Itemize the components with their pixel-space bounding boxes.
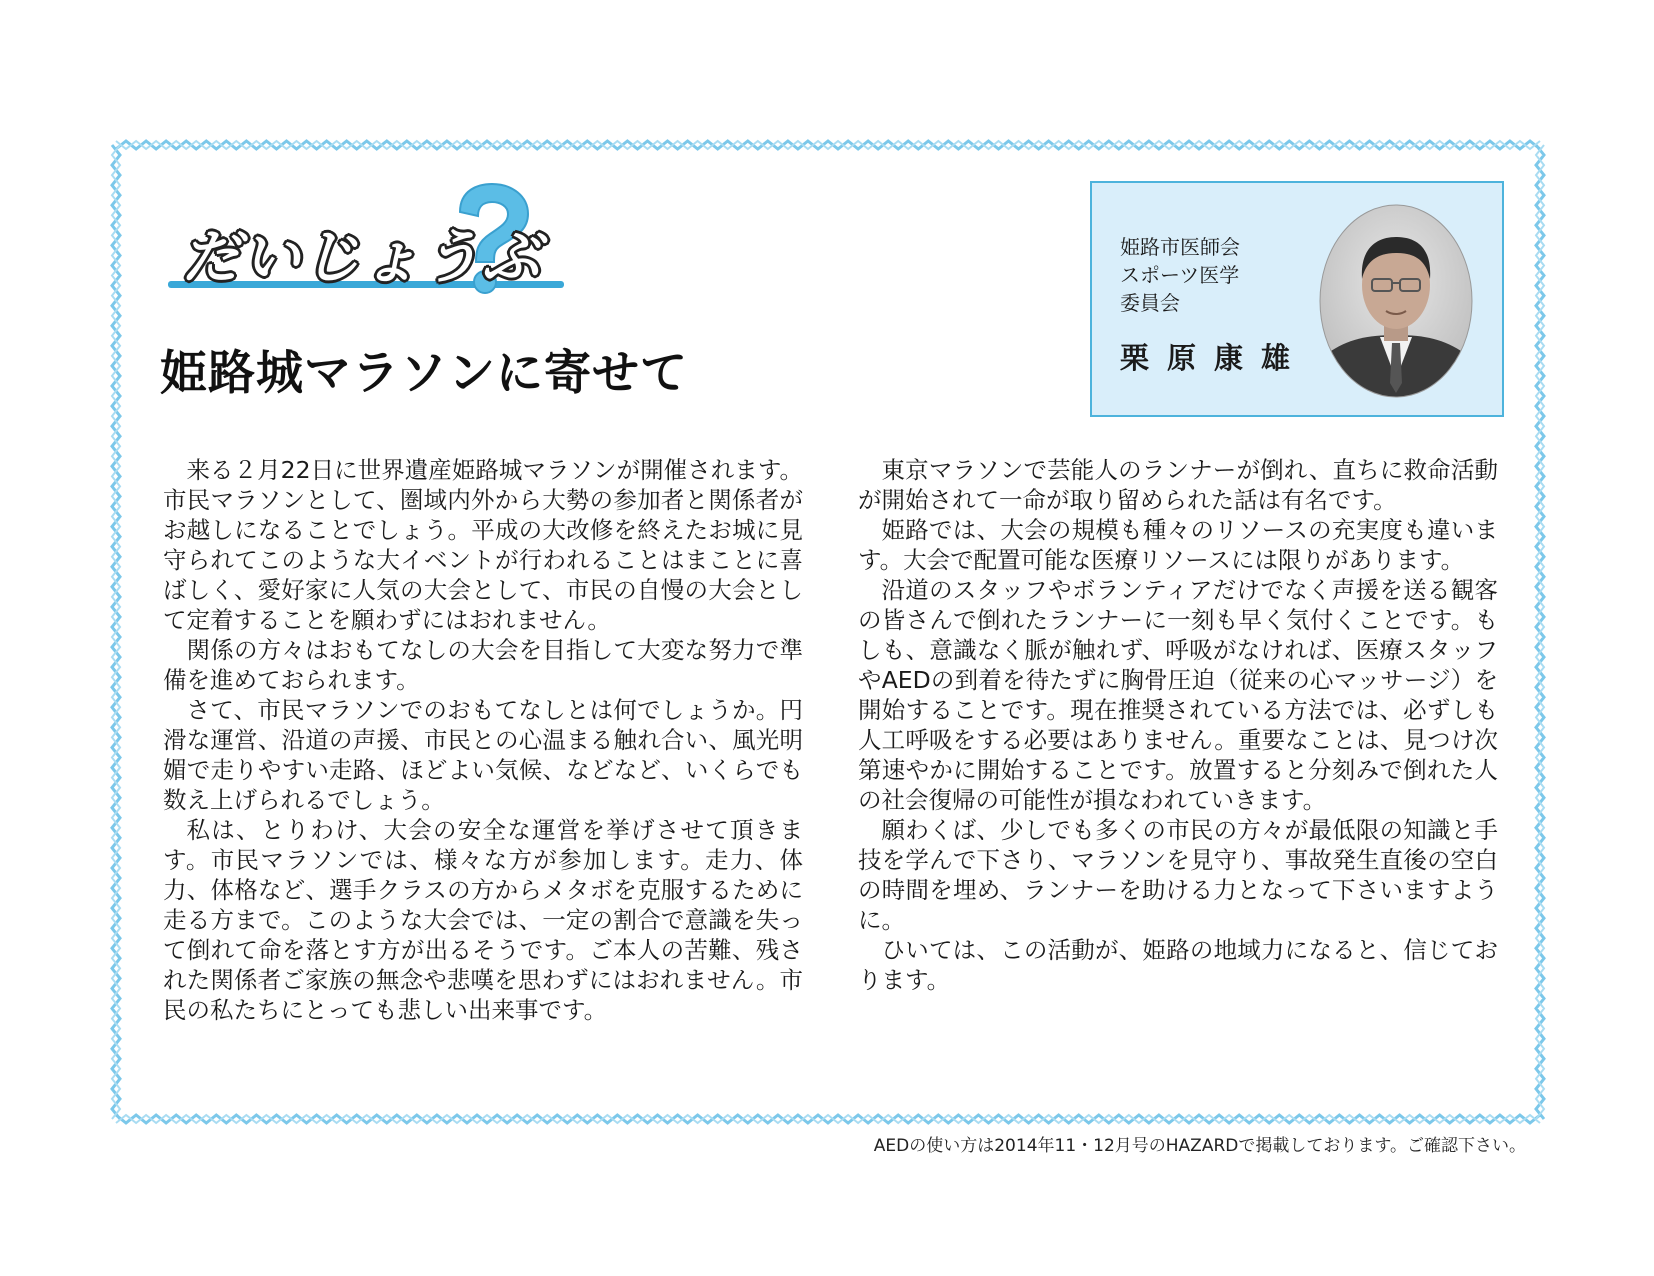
portrait-photo — [1318, 203, 1474, 399]
article-paragraph: 私は、とりわけ、大会の安全な運営を挙げさせて頂きます。市民マラソンでは、様々な方が参加します。走力、体力、体格など、選手クラスの方からメタボを克服するために走る方まで。このような大会では、一定の割合で意識を失って倒れて命を落とす方が出るそうです。ご本人の苦難、残された関係者ご家族の無念や悲嘆を思わずにはおれません。市民の私たちにとっても悲しい出来事です。 — [163, 816, 803, 1024]
affiliation-line: 姫路市医師会 — [1120, 235, 1240, 259]
article-paragraph: 姫路では、大会の規模も種々のリソースの充実度も違います。大会で配置可能な医療リソースには限りがあります。 — [858, 516, 1498, 574]
author-name: 栗原康雄 — [1120, 341, 1309, 375]
logo-text: だいじょうぶ — [182, 223, 543, 291]
article-paragraph: ひいては、この活動が、姫路の地域力になると、信じております。 — [858, 936, 1498, 994]
page-title: 姫路城マラソンに寄せて — [160, 346, 688, 401]
article-paragraph: 東京マラソンで芸能人のランナーが倒れ、直ちに救命活動が開始されて一命が取り留められた話は有名です。 — [858, 456, 1498, 514]
article-column-right — [858, 455, 1498, 995]
article-paragraph: さて、市民マラソンでのおもてなしとは何でしょうか。円滑な運営、沿道の声援、市民との心温まる触れ合い、風光明媚で走りやすい走路、ほどよい気候、などなど、いくらでも数え上げられるでしょう。 — [163, 696, 803, 814]
affiliation-line: 委員会 — [1120, 291, 1180, 315]
article-paragraph: 関係の方々はおもてなしの大会を目指して大変な努力で準備を進めておられます。 — [163, 636, 803, 694]
article-paragraph: 願わくば、少しでも多くの市民の方々が最低限の知識と手技を学んで下さり、マラソンを見守り、事故発生直後の空白の時間を埋め、ランナーを助ける力となって下さいますように。 — [858, 816, 1498, 934]
article-paragraph: 沿道のスタッフやボランティアだけでなく声援を送る観客の皆さんで倒れたランナーに一刻も早く気付くことです。もしも、意識なく脈が触れず、呼吸がなければ、医療スタッフやAEDの到着を待たずに胸骨圧迫（従来の心マッサージ）を開始することです。現在推奨されている方法では、必ずしも人工呼吸をする必要はありません。重要なことは、見つけ次第速やかに開始することです。放置すると分刻みで倒れた人の社会復帰の可能性が損なわれていきます。 — [858, 576, 1498, 814]
author-affiliation — [1120, 233, 1240, 317]
affiliation-line: スポーツ医学 — [1120, 263, 1240, 287]
article-paragraph: 来る２月22日に世界遺産姫路城マラソンが開催されます。市民マラソンとして、圏域内外から大勢の参加者と関係者がお越しになることでしょう。平成の大改修を終えたお城に見守られてこのような大イベントが行われることはまことに喜ばしく、愛好家に人気の大会として、市民の自慢の大会として定着することを願わずにはおれません。 — [163, 456, 803, 634]
author-box — [1090, 181, 1504, 417]
footnote: AEDの使い方は2014年11・12月号のHAZARDで掲載しております。ご確認下さい。 — [873, 1136, 1526, 1156]
column-logo — [168, 182, 568, 302]
article-column-left — [163, 455, 803, 1025]
